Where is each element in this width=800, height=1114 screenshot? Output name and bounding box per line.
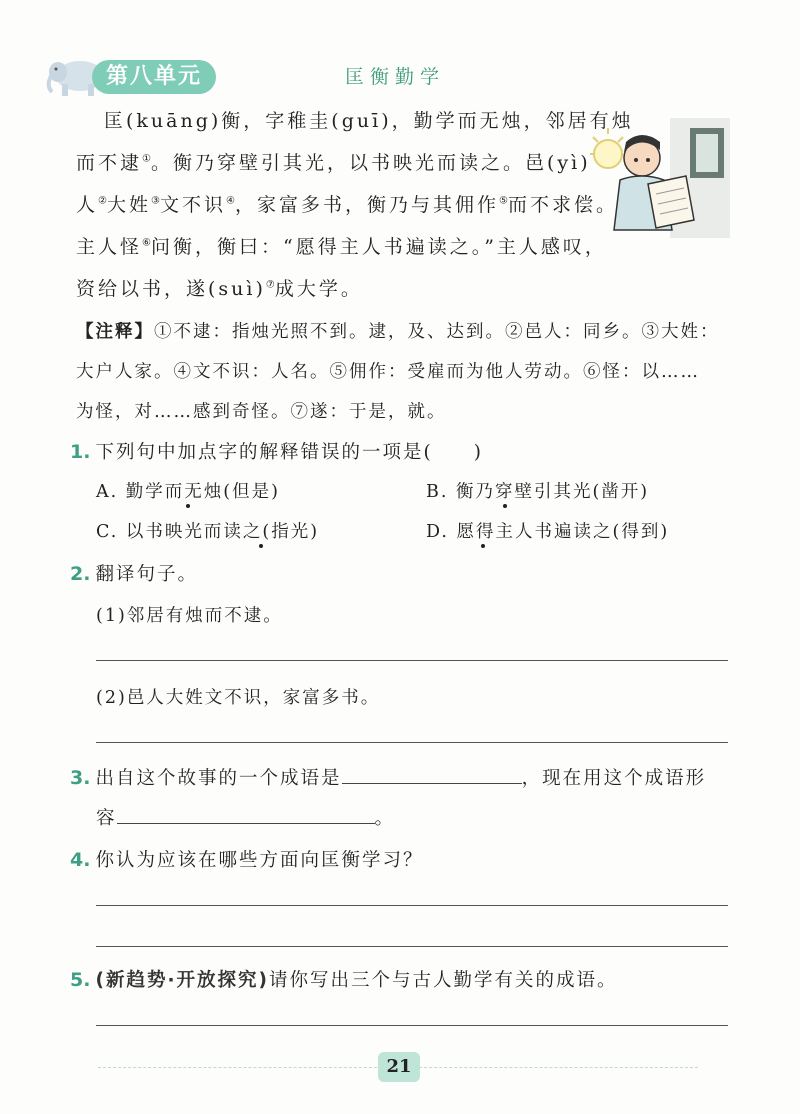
passage-line-2: 而不逮①。衡乃穿壁引其光，以书映光而读之。邑(yì) xyxy=(76,152,591,174)
answer-line[interactable] xyxy=(96,905,728,906)
question-2-sub-1: (1)邻居有烛而不逮。 xyxy=(96,606,283,626)
passage-line-5: 资给以书，遂(suì)⑦成大学。 xyxy=(76,278,363,300)
question-5-number: 5. xyxy=(70,969,91,991)
question-5 xyxy=(70,966,618,992)
answer-line[interactable] xyxy=(96,1025,728,1026)
emphasis-dot xyxy=(481,544,485,548)
passage-line-4: 主人怪⑥问衡，衡曰：“愿得主人书遍读之。”主人感叹， xyxy=(76,236,607,258)
question-1 xyxy=(70,438,483,464)
notes-label: 【注释】 xyxy=(76,322,154,342)
emphasis-dot xyxy=(186,504,190,508)
question-2-text: 翻译句子。 xyxy=(95,564,199,585)
emphasis-dot xyxy=(503,504,507,508)
question-4-number: 4. xyxy=(70,849,91,871)
question-4-text: 你认为应该在哪些方面向匡衡学习？ xyxy=(95,850,424,871)
passage-line-1: 匡(kuāng)衡，字稚圭(guī)，勤学而无烛，邻居有烛 xyxy=(104,110,634,132)
answer-blank[interactable] xyxy=(117,805,375,824)
question-2-sub-2: (2)邑人大姓文不识，家富多书。 xyxy=(96,688,381,708)
option-b[interactable]: B. 衡乃穿壁引其光(凿开) xyxy=(426,482,650,502)
question-2 xyxy=(70,560,198,586)
notes-line-1: 【注释】①不逮：指烛光照不到。逮，及、达到。②邑人：同乡。③大姓： xyxy=(76,322,720,342)
question-1-text: 下列句中加点字的解释错误的一项是( ) xyxy=(95,442,483,463)
question-2-number: 2. xyxy=(70,563,91,585)
question-5-tag: (新趋势·开放探究) xyxy=(95,970,269,991)
notes-line-2: 大户人家。④文不识：人名。⑤佣作：受雇而为他人劳动。⑥怪：以…… xyxy=(76,362,700,382)
answer-line[interactable] xyxy=(96,660,728,661)
answer-line[interactable] xyxy=(96,742,728,743)
passage-line-3: 人②大姓③文不识④，家富多书，衡乃与其佣作⑤而不求偿。 xyxy=(76,194,618,216)
lesson-title: 匡衡勤学 xyxy=(345,66,446,88)
answer-blank[interactable] xyxy=(342,765,522,784)
question-3-cont: 容 。 xyxy=(96,804,395,830)
student-reading-illustration xyxy=(590,118,730,238)
question-3-number: 3. xyxy=(70,767,91,789)
option-d[interactable]: D. 愿得主人书遍读之(得到) xyxy=(426,522,670,542)
question-3: 3. 出自这个故事的一个成语是 ，现在用这个成语形 xyxy=(70,767,707,789)
option-c[interactable]: C. 以书映光而读之(指光) xyxy=(96,522,320,542)
question-1-number: 1. xyxy=(70,441,91,463)
unit-badge: 第八单元 xyxy=(92,60,216,94)
emphasis-dot xyxy=(259,544,263,548)
page-number: 21 xyxy=(378,1052,420,1082)
answer-line[interactable] xyxy=(96,946,728,947)
question-4 xyxy=(70,846,424,872)
question-5-text: 请你写出三个与古人勤学有关的成语。 xyxy=(269,970,618,991)
notes-line-3: 为怪，对……感到奇怪。⑦遂：于是，就。 xyxy=(76,402,447,422)
option-a[interactable]: A. 勤学而无烛(但是) xyxy=(96,482,280,502)
